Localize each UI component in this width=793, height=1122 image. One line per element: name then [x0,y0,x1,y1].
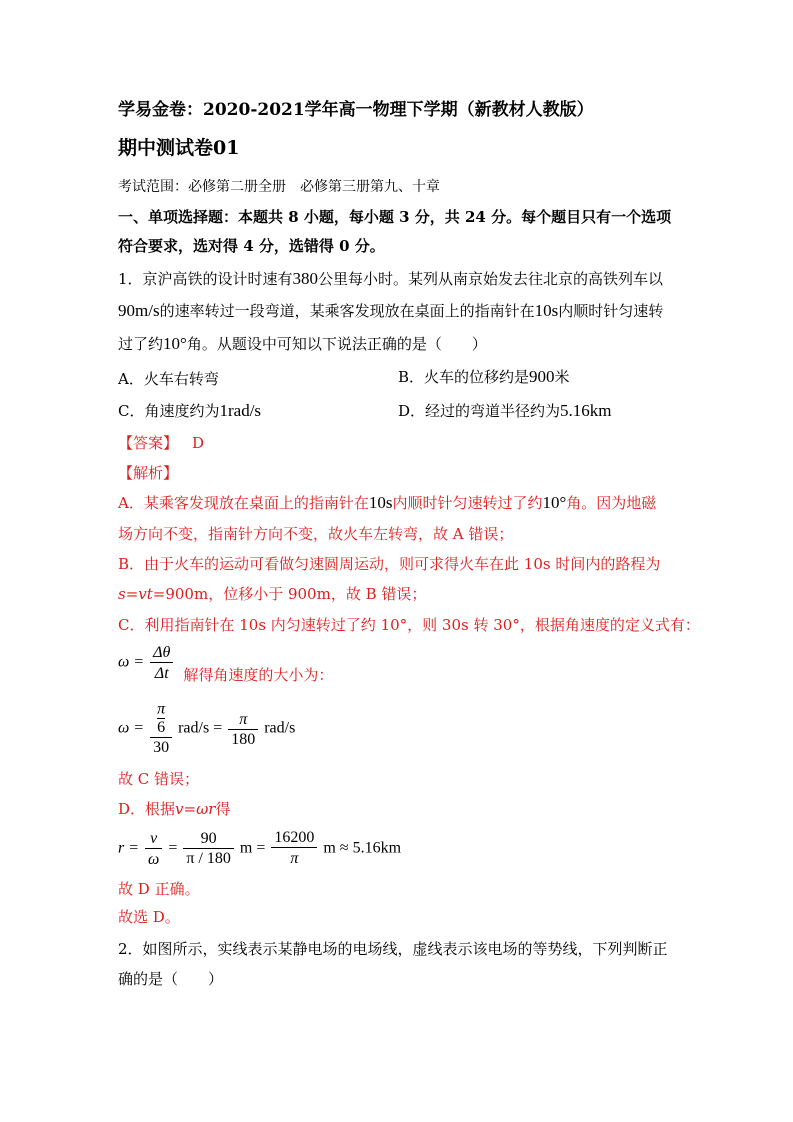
eq-six: 6 [157,719,166,737]
q1-time: 10s [534,301,559,320]
analysis-text: 内顺时针匀速转过了约 [392,494,543,512]
q1-option-text: 米 [554,368,570,386]
eq-denominator: 180 [231,730,256,748]
eq-numerator: 90 [183,829,234,849]
eq-equals: = [168,839,178,857]
exam-scope: 考试范围：必修第二册全册 必修第三册第九、十章 [118,179,440,195]
q1-stem-line1 [118,268,663,289]
analysis-text: 解得角速度的大小为： [183,665,334,684]
answer-value: D [192,434,205,452]
eq-denominator: 30 [153,739,170,757]
q1-option-text: D．经过的弯道半径约为 [398,402,561,420]
q1-option-b [398,366,570,387]
q1-stem-text: 公里每小时。某列从南京始发去往北京的高铁列车以 [318,270,664,288]
q1-stem-text: 角。从题设中可知以下说法正确的是（ ） [186,335,487,353]
eq-numerator: v [150,829,158,847]
eq-unit: m = [239,839,266,857]
q1-stem-text: 1．京沪高铁的设计时速有 [118,270,293,288]
q1-option-text: B．火车的位移约是 [398,368,530,386]
analysis-c-line1: C．利用指南针在 10s 内匀速转过了约 10°，则 30s 转 30°，根据角速度的定义式有： [118,616,700,634]
analysis-time: 10s [368,493,393,512]
analysis-text: A．某乘客发现放在桌面上的指南针在 [118,494,369,512]
analysis-b-line2 [118,583,426,604]
analysis-d-line1 [118,798,231,819]
eq-fraction [271,828,317,868]
eq-denominator: π [290,850,299,868]
eq-pi: π [157,700,166,718]
exam-subtitle: 期中测试卷01 [118,137,240,159]
eq-fraction [183,829,234,868]
q1-option-value: 900 [529,367,555,386]
answer-label: 【答案】 [118,434,179,452]
q1-answer [118,432,204,453]
analysis-b-line1: B．由于火车的运动可看做匀速圆周运动，则可求得火车在此 10s 时间内的路程为 [118,555,661,573]
equation-omega-definition [118,642,333,683]
analysis-text: 角。因为地磁 [566,494,657,512]
eq-lhs: r = [118,839,140,857]
q1-option-c [118,400,261,421]
analysis-final: 故选 D。 [118,908,180,926]
q1-option-a: A．火车右转弯 [118,370,219,388]
eq-unit: rad/s [264,719,296,737]
analysis-c-conclusion: 故 C 错误； [118,770,200,788]
equation-radius [118,828,401,869]
analysis-d-conclusion: 故 D 正确。 [118,880,200,898]
analysis-text: =900m，位移小于 900m，故 B 错误； [152,585,427,603]
eq-denominator: Δt [154,664,169,682]
q1-stem-text: 过了约 [118,335,164,353]
equation-omega-value [118,700,295,757]
q1-option-d [398,400,612,421]
eq-fraction [228,709,258,749]
eq-denominator: π / 180 [186,849,231,867]
analysis-formula: v=ωr [175,800,216,818]
q1-speed: 380 [292,269,319,288]
eq-numerator: π [239,710,248,728]
analysis-angle: 10° [542,493,567,512]
q1-option-text: C．角速度约为 [118,402,220,420]
q2-stem-line2: 确的是（ ） [118,970,224,988]
exam-title: 学易金卷：2020-2021学年高一物理下学期（新教材人教版） [118,100,594,120]
q2-stem-line1: 2．如图所示，实线表示某静电场的电场线，虚线表示该电场的等势线，下列判断正 [118,940,668,958]
eq-lhs: ω = [118,653,145,671]
q1-option-value: 5.16km [560,401,612,420]
q1-velocity: 90m/s [118,301,160,320]
analysis-a-line1 [118,492,656,513]
eq-fraction [150,642,173,683]
q1-stem-line3 [118,333,487,354]
eq-numerator: Δθ [153,643,171,661]
q1-stem-line2 [118,300,663,321]
analysis-text: 得 [215,800,231,818]
eq-result: m ≈ 5.16km [323,839,402,857]
analysis-formula: s=vt [118,585,153,603]
eq-fraction [150,700,172,757]
q1-angle: 10° [163,334,187,353]
q1-stem-text: 内顺时针匀速转 [558,302,664,320]
eq-fraction [145,828,162,869]
eq-lhs: ω = [118,719,145,737]
section-heading-line1: 一、单项选择题：本题共 8 小题，每小题 3 分，共 24 分。每个题目只有一个选项 [118,208,672,226]
eq-denominator: ω [148,850,160,868]
section-heading-line2: 符合要求，选对得 4 分，选错得 0 分。 [118,237,385,255]
q1-analysis-label: 【解析】 [118,464,179,482]
eq-numerator: 16200 [271,828,317,848]
q1-option-value: 1rad/s [219,401,262,420]
analysis-a-line2: 场方向不变，指南针方向不变，故火车左转弯，故 A 错误； [118,525,514,543]
eq-unit: rad/s = [178,719,223,737]
analysis-text: D．根据 [118,800,176,818]
q1-stem-text: 的速率转过一段弯道，某乘客发现放在桌面上的指南针在 [159,302,535,320]
